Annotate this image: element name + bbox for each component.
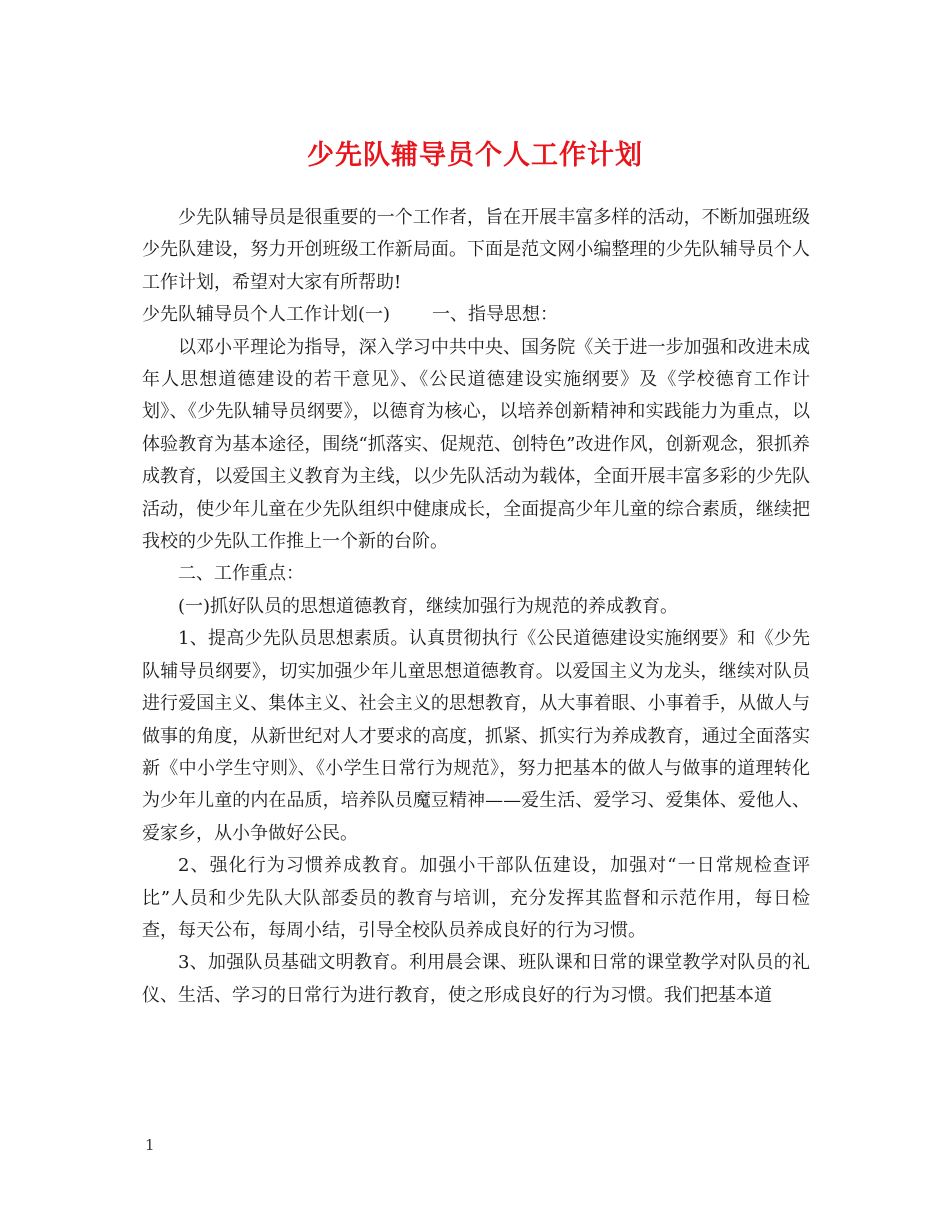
document-title: 少先队辅导员个人工作计划 (307, 140, 643, 171)
guiding-ideology-paragraph: 以邓小平理论为指导，深入学习中共中央、国务院《关于进一步加强和改进未成年人思想道德建设的若干意见》、《公民道德建设实施纲要》及《学校德育工作计划》、《少先队辅导员纲要》，以德育为核心，以培养创新精神和实践能力为重点，以体验教育为基本途径，围绕“抓落实、促规范、创特色”改进作风，创新观念，狠抓养成教育，以爱国主义教育为主线，以少先队活动为载体，全面开展丰富多彩的少先队活动，使少年儿童在少先队组织中健康成长，全面提高少年儿童的综合素质，继续把我校的少先队工作推上一个新的台阶。 (142, 336, 810, 553)
work-focus-heading: 二、工作重点： (178, 563, 304, 585)
guiding-ideology-heading: 一、指导思想： (432, 304, 559, 326)
document-body (142, 202, 810, 1012)
intro-paragraph: 少先队辅导员是很重要的一个工作者，旨在开展丰富多样的活动，不断加强班级少先队建设，努力开创班级工作新局面。下面是范文网小编整理的少先队辅导员个人工作计划，希望对大家有所帮助! (142, 207, 810, 293)
plan-heading-line (142, 299, 810, 331)
item-1-paragraph: 1、提高少先队员思想素质。认真贯彻执行《公民道德建设实施纲要》和《少先队辅导员纲要》，切实加强少年儿童思想道德教育。以爱国主义为龙头，继续对队员进行爱国主义、集体主义、社会主义的思想教育，从大事着眼、小事着手，从做人与做事的角度，从新世纪对人才要求的高度，抓紧、抓实行为养成教育，通过全面落实新《中小学生守则》、《小学生日常行为规范》，努力把基本的做人与做事的道理转化为少年儿童的内在品质，培养队员魔豆精神——爱生活、爱学习、爱集体、爱他人、爱家乡，从小争做好公民。 (142, 628, 810, 844)
item-2-paragraph: 2、强化行为习惯养成教育。加强小干部队伍建设，加强对“一日常规检查评比”人员和少先队大队部委员的教育与培训，充分发挥其监督和示范作用，每日检查，每天公布，每周小结，引导全校队员养成良好的行为习惯。 (142, 855, 810, 941)
item-3-paragraph: 3、加强队员基础文明教育。利用晨会课、班队课和日常的课堂教学对队员的礼仪、生活、学习的日常行为进行教育，使之形成良好的行为习惯。我们把基本道 (142, 952, 810, 1006)
plan-heading-title: 少先队辅导员个人工作计划(一) (142, 304, 391, 326)
page-number: 1 (145, 1136, 155, 1154)
subsection-heading: (一)抓好队员的思想道德教育，继续加强行为规范的养成教育。 (178, 595, 679, 617)
